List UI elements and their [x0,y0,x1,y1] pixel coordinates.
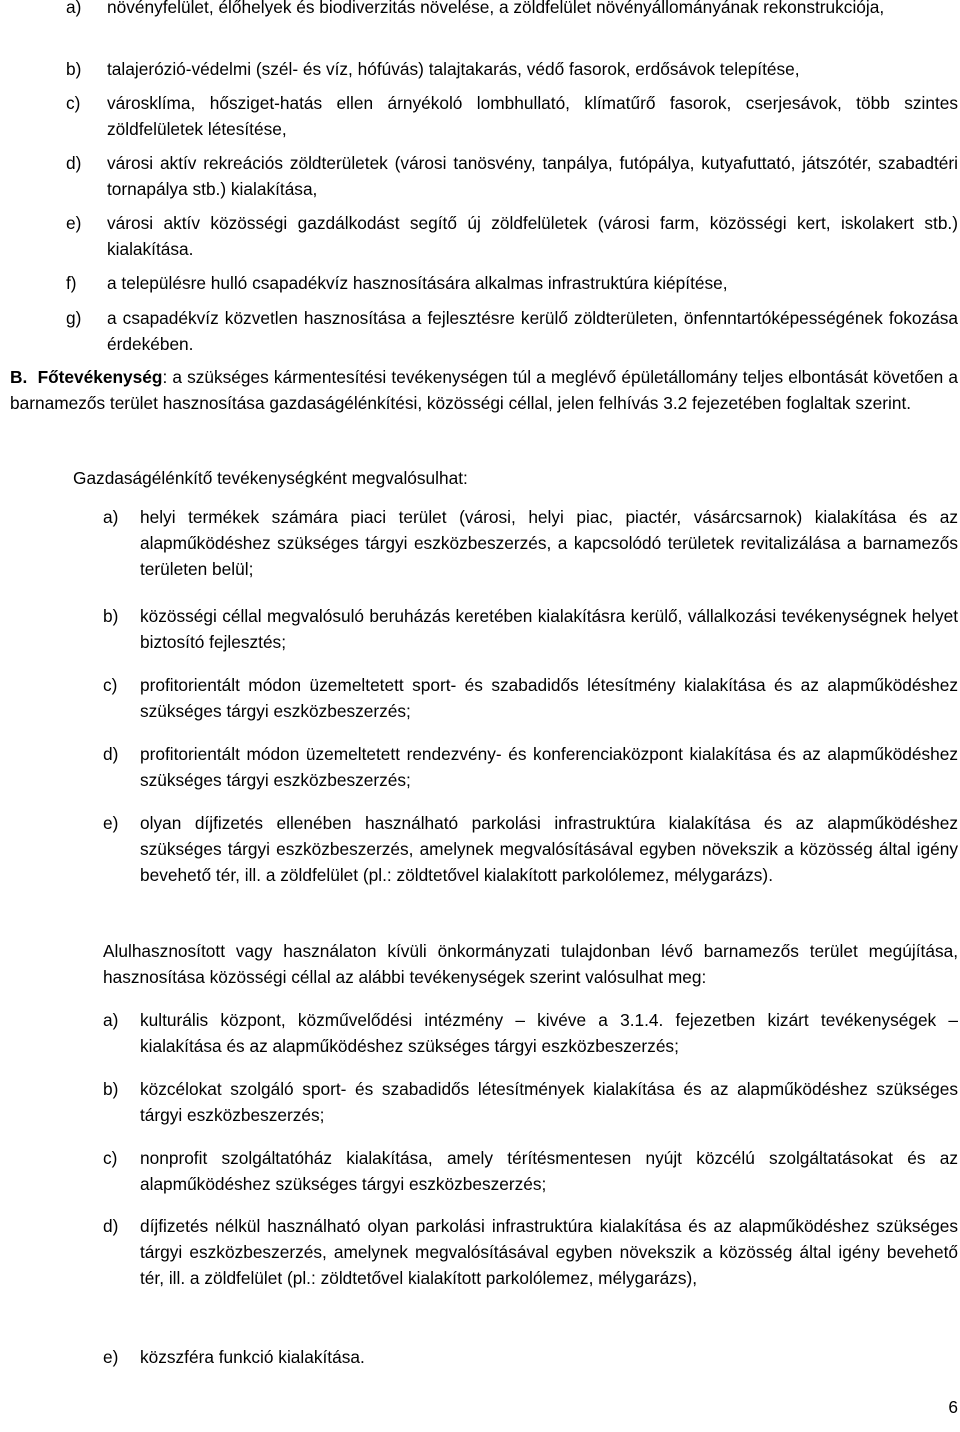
list-item-text: olyan díjfizetés ellenében használható parkolási infrastruktúra kialakítása és az alapműködéshez szükséges tárgyi eszközbeszerzés, amelynek megvalósításával egyben növekszik a közösség által igény bevehető tér, ill. a zöldfelület (pl.: zöldtetővel kialakított parkolólemez, mélygarázs). [140,813,958,885]
list-item-text: növényfelület, élőhelyek és biodiverzitás növelése, a zöldfelület növényállományának rekonstrukciója, [107,0,885,17]
list-item-label: e) [66,213,82,233]
list-item-text: közszféra funkció kialakítása. [140,1347,365,1367]
list-item-text: profitorientált módon üzemeltetett sport- és szabadidős létesítmény kialakítása és az alapműködéshez szükséges tárgyi eszközbeszerzés; [140,675,958,721]
list-item-label: e) [103,1347,119,1367]
list-item-text: a csapadékvíz közvetlen hasznosítása a fejlesztésre kerülő zöldterületen, önfenntartóképességének fokozása érdekében. [107,308,958,354]
intro-community: Alulhasznosított vagy használaton kívüli önkormányzati tulajdonban lévő barnamezős terület megújítása, hasznosítása közösségi céllal az alábbi tevékenységek szerint valósulhat meg: [103,941,958,987]
list-item-label: e) [103,813,119,833]
list-item-label: d) [103,744,119,764]
section-b-paragraph [10,364,958,416]
list-item-text: a településre hulló csapadékvíz hasznosítására alkalmas infrastruktúra kiépítése, [107,273,728,293]
list-item-text: nonprofit szolgáltatóház kialakítása, amely térítésmentesen nyújt közcélú szolgáltatásokat és az alapműködéshez szükséges tárgyi eszközbeszerzés; [140,1148,958,1194]
section-b-text: : a szükséges kármentesítési tevékenységen túl a meglévő épületállomány teljes elbontását követően a barnamezős terület hasznosítása gazdaságélénkítési, közösségi céllal, jelen felhívás 3.2 fejezetében foglaltak szerint. [10,367,959,413]
list-item-label: g) [66,308,82,328]
list-item-label: c) [66,93,81,113]
page-number: 6 [948,1397,958,1417]
section-b-label: B. [10,367,28,387]
list-item-text: profitorientált módon üzemeltetett rendezvény- és konferenciaközpont kialakítása és az alapműködéshez szükséges tárgyi eszközbeszerzés; [140,744,958,790]
list-item-label: f) [66,273,77,293]
list-item-label: d) [66,153,82,173]
section-b-title: Főtevékenység [37,367,163,387]
list-item-label: b) [66,59,82,79]
list-item-text: közcélokat szolgáló sport- és szabadidős létesítmények kialakítása és az alapműködéshez szükséges tárgyi eszközbeszerzés; [140,1079,958,1125]
list-item-text: díjfizetés nélkül használható olyan parkolási infrastruktúra kialakítása és az alapműködéshez szükséges tárgyi eszközbeszerzés, amelynek megvalósításával egyben növekszik a közösség által igény bevehető tér, ill. a zöldfelület (pl.: zöldtetővel kialakított parkolólemez, mélygarázs), [140,1216,958,1288]
list-item-label: d) [103,1216,119,1236]
list-item-label: a) [103,1010,119,1030]
list-item-label: c) [103,675,118,695]
list-item-label: c) [103,1148,118,1168]
list-item-label: b) [103,1079,119,1099]
list-item-text: városi aktív közösségi gazdálkodást segítő új zöldfelületek (városi farm, közösségi kert, iskolakert stb.) kialakítása. [107,213,958,259]
intro-economic: Gazdaságélénkítő tevékenységként megvalósulhat: [73,468,468,488]
list-item-text: helyi termékek számára piaci terület (városi, helyi piac, piactér, vásárcsarnok) kialakítása és az alapműködéshez szükséges tárgyi eszközbeszerzés, a kapcsolódó területek revitalizálása a barnamezős területen belül; [140,507,958,579]
list-item-text: városklíma, hősziget-hatás ellen árnyékoló lombhullató, klímatűrő fasorok, cserjesávok, több szintes zöldfelületek létesítése, [107,93,958,139]
list-item-text: kulturális központ, közművelődési intézmény – kivéve a 3.1.4. fejezetben kizárt tevékenységek – kialakítása és az alapműködéshez szükséges tárgyi eszközbeszerzés; [140,1010,958,1056]
list-item-text: közösségi céllal megvalósuló beruházás keretében kialakításra kerülő, vállalkozási tevékenységnek helyet biztosító fejlesztés; [140,606,958,652]
list-item-text: városi aktív rekreációs zöldterületek (városi tanösvény, tanpálya, futópálya, kutyafuttató, játszótér, szabadtéri tornapálya stb.) kialakítása, [107,153,958,199]
list-item-label: a) [103,507,119,527]
list-item-label: b) [103,606,119,626]
list-item-text: talajerózió-védelmi (szél- és víz, hófúvás) talajtakarás, védő fasorok, erdősávok telepítése, [107,59,800,79]
list-item-label: a) [66,0,82,17]
